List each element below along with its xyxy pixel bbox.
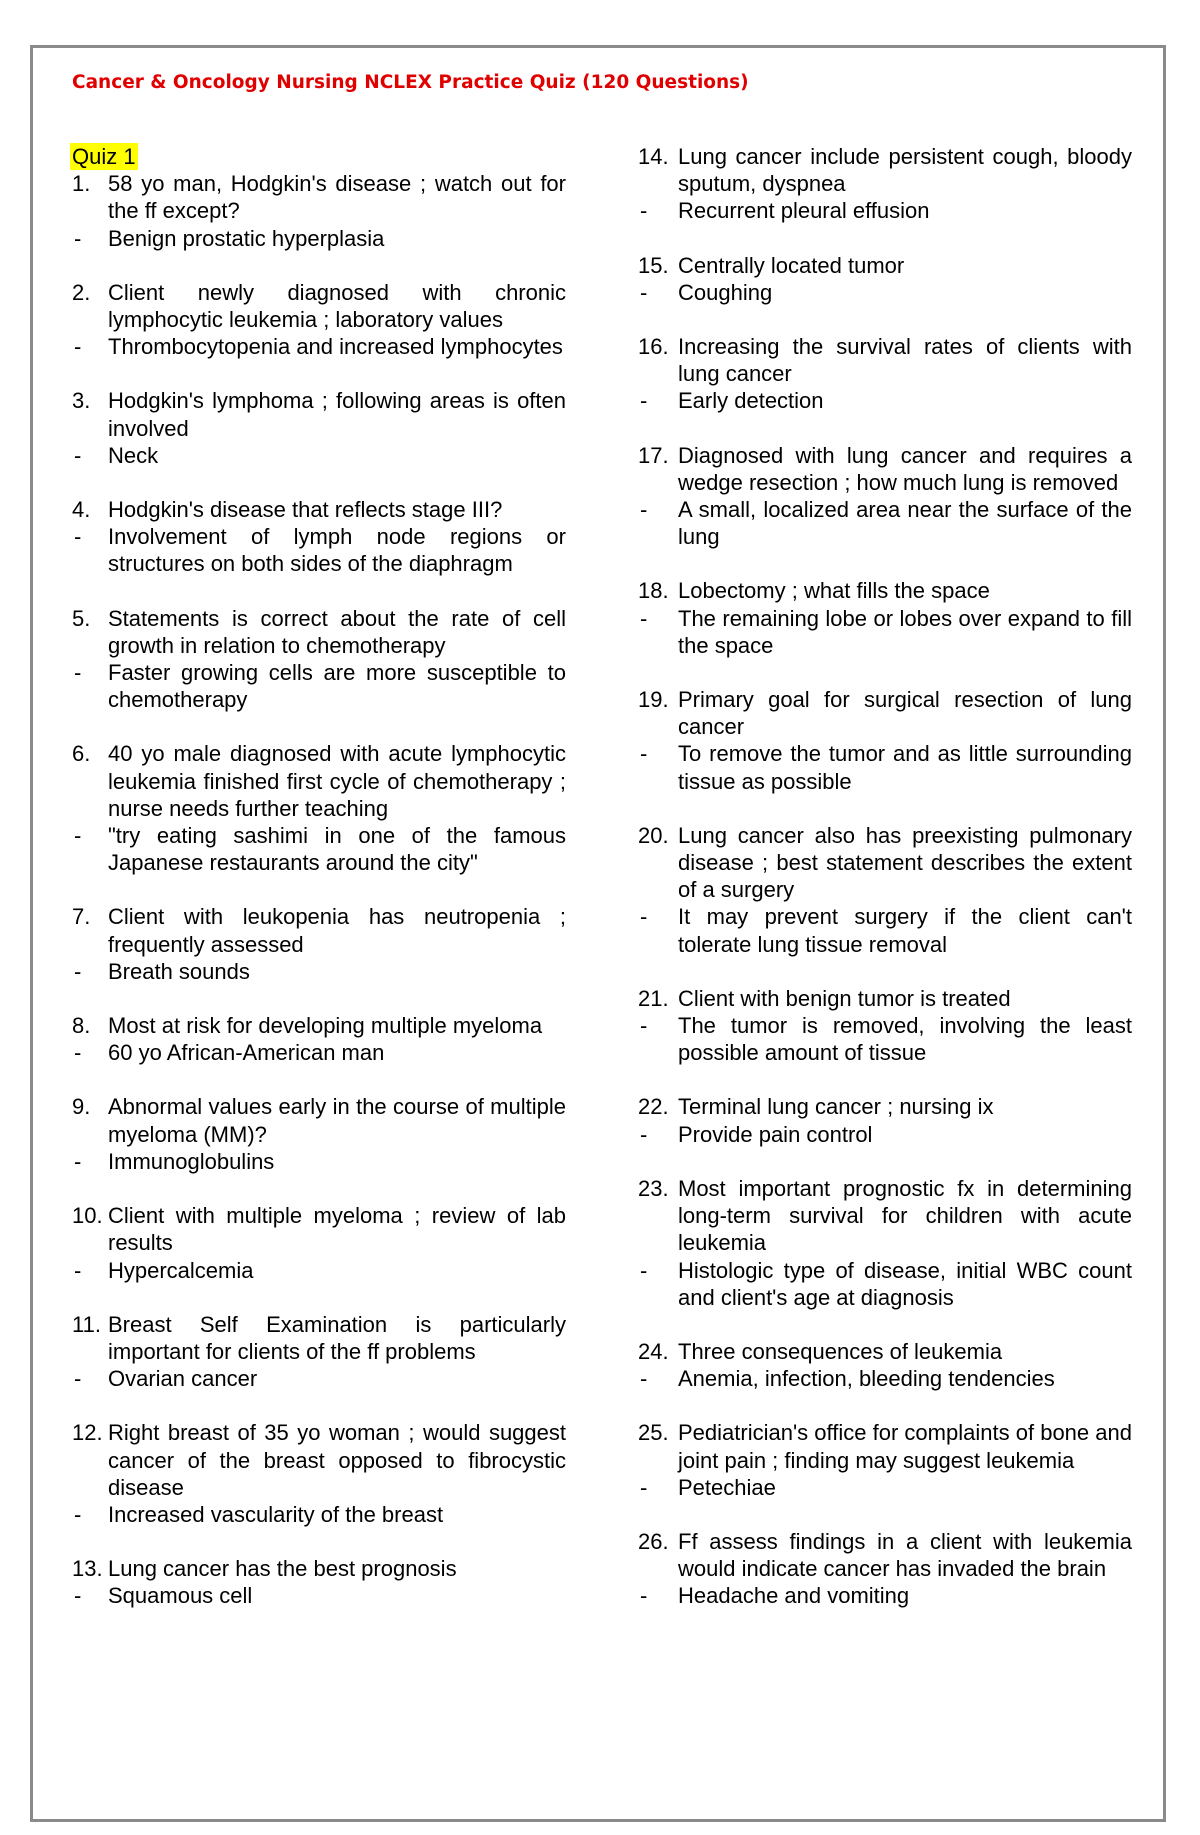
- question-number: 14.: [638, 144, 669, 169]
- question-number: 16.: [638, 334, 669, 360]
- answer-text: Benign prostatic hyperplasia: [108, 225, 385, 251]
- question-number: 8.: [72, 1013, 91, 1039]
- question: [638, 333, 1132, 387]
- answer-bullet: -: [74, 1366, 82, 1392]
- question-item: [72, 1555, 566, 1609]
- answer: [72, 442, 566, 469]
- answer: [638, 1121, 1132, 1148]
- answer: [638, 279, 1132, 306]
- answer: [638, 496, 1132, 550]
- answer-bullet: -: [640, 1257, 648, 1283]
- question-number: 21.: [638, 985, 669, 1011]
- question-text: Client with benign tumor is treated: [678, 985, 1011, 1011]
- question: [72, 1311, 566, 1365]
- question-item: [72, 605, 566, 714]
- answer-bullet: -: [74, 442, 82, 468]
- answer-bullet: -: [640, 198, 648, 224]
- question: [638, 1419, 1132, 1473]
- answer: [72, 523, 566, 577]
- answer-text: The tumor is removed, involving the least possible amount of tissue: [678, 1013, 1132, 1066]
- question-number: 22.: [638, 1094, 669, 1120]
- question: [72, 903, 566, 957]
- question-text: Pediatrician's office for complaints of bone and joint pain ; finding may suggest leukemia: [678, 1420, 1132, 1473]
- question-number: 9.: [72, 1094, 91, 1120]
- answer-text: Thrombocytopenia and increased lymphocytes: [108, 334, 563, 360]
- answer-text: To remove the tumor and as little surrounding tissue as possible: [678, 741, 1132, 794]
- answer-text: Squamous cell: [108, 1583, 253, 1609]
- question: [72, 170, 566, 224]
- question-text: Hodgkin's lymphoma ; following areas is often involved: [108, 388, 566, 441]
- question: [72, 1012, 566, 1039]
- question-number: 15.: [638, 252, 669, 278]
- answer-bullet: -: [74, 823, 82, 849]
- answer-bullet: -: [74, 1501, 82, 1527]
- question: [72, 1202, 566, 1256]
- answer-bullet: -: [640, 605, 648, 631]
- answer-bullet: -: [640, 1474, 648, 1500]
- question-text: Breast Self Examination is particularly important for clients of the ff problems: [108, 1311, 566, 1364]
- question-item: [72, 387, 566, 469]
- answer-bullet: -: [640, 1013, 648, 1039]
- question-text: Most important prognostic fx in determining long-term survival for children with acute leukemia: [678, 1175, 1132, 1256]
- answer-bullet: -: [74, 958, 82, 984]
- question-text: Abnormal values early in the course of multiple myeloma (MM)?: [108, 1094, 566, 1147]
- question-item: [72, 496, 566, 578]
- question-text: Diagnosed with lung cancer and requires a wedge resection ; how much lung is removed: [678, 442, 1132, 495]
- answer: [72, 1148, 566, 1175]
- answer: [72, 225, 566, 252]
- answer: [72, 333, 566, 360]
- question-item: [72, 903, 566, 985]
- question-item: [638, 985, 1132, 1067]
- question-number: 17.: [638, 442, 669, 468]
- answer-text: Histologic type of disease, initial WBC count and client's age at diagnosis: [678, 1257, 1132, 1310]
- answer-bullet: -: [640, 279, 648, 305]
- answer: [638, 1365, 1132, 1392]
- question: [72, 387, 566, 441]
- question-text: Right breast of 35 yo woman ; would suggest cancer of the breast opposed to fibrocystic disease: [108, 1420, 566, 1500]
- question: [72, 605, 566, 659]
- answer-text: 60 yo African-American man: [108, 1040, 385, 1066]
- answer-bullet: -: [74, 524, 82, 550]
- answer-bullet: -: [74, 1040, 82, 1066]
- answer-text: Early detection: [678, 388, 824, 414]
- answer-text: Increased vascularity of the breast: [108, 1501, 444, 1527]
- question-number: 10.: [72, 1203, 103, 1229]
- answer-bullet: -: [74, 1148, 82, 1174]
- answer-text: Coughing: [678, 279, 773, 305]
- question-text: Lung cancer has the best prognosis: [108, 1556, 457, 1582]
- question: [72, 496, 566, 523]
- answer-text: Breath sounds: [108, 958, 250, 984]
- question-number: 3.: [72, 388, 91, 414]
- question-text: Lobectomy ; what fills the space: [678, 578, 990, 604]
- question: [638, 822, 1132, 904]
- question-item: [638, 442, 1132, 551]
- question-text: Ff assess findings in a client with leukemia would indicate cancer has invaded the brain: [678, 1528, 1132, 1582]
- question-item: [72, 1311, 566, 1393]
- answer: [638, 605, 1132, 659]
- question-item: [638, 686, 1132, 795]
- question: [638, 1093, 1132, 1120]
- left-question-list: [72, 170, 566, 1609]
- question-item: [72, 1093, 566, 1175]
- answer: [72, 958, 566, 985]
- answer-text: Immunoglobulins: [108, 1148, 275, 1174]
- answer: [72, 1257, 566, 1284]
- question-item: [638, 822, 1132, 958]
- question-text: 58 yo man, Hodgkin's disease ; watch out for the ff except?: [108, 171, 566, 224]
- answer: [638, 1257, 1132, 1311]
- answer-text: A small, localized area near the surface of the lung: [678, 497, 1132, 550]
- question-text: Primary goal for surgical resection of lung cancer: [678, 687, 1132, 740]
- answer: [72, 659, 566, 713]
- question-text: Most at risk for developing multiple myeloma: [108, 1013, 543, 1039]
- answer-text: The remaining lobe or lobes over expand to fill the space: [678, 605, 1132, 658]
- question-text: Terminal lung cancer ; nursing ix: [678, 1094, 994, 1120]
- question: [638, 1338, 1132, 1365]
- question-number: 13.: [72, 1556, 103, 1582]
- question-item: [638, 577, 1132, 659]
- question-number: 4.: [72, 497, 91, 523]
- left-column: [72, 143, 566, 1637]
- question-number: 18.: [638, 578, 669, 604]
- answer: [638, 903, 1132, 957]
- answer: [638, 1582, 1132, 1609]
- question-item: [72, 1202, 566, 1284]
- answer-bullet: -: [74, 334, 82, 360]
- question: [72, 1419, 566, 1501]
- question-text: Client with leukopenia has neutropenia ; frequently assessed: [108, 904, 566, 957]
- question-text: Increasing the survival rates of clients with lung cancer: [678, 334, 1132, 387]
- question-item: [638, 1093, 1132, 1147]
- question-text: Client with multiple myeloma ; review of lab results: [108, 1203, 566, 1256]
- answer: [72, 1039, 566, 1066]
- question-item: [638, 1175, 1132, 1311]
- answer-text: Neck: [108, 442, 159, 468]
- question-text: Lung cancer also has preexisting pulmonary disease ; best statement describes the extent of a surgery: [678, 822, 1132, 903]
- answer: [638, 740, 1132, 794]
- question-text: Centrally located tumor: [678, 252, 905, 278]
- question: [638, 577, 1132, 604]
- question-item: [72, 1419, 566, 1528]
- question-number: 7.: [72, 904, 91, 930]
- question-text: Statements is correct about the rate of cell growth in relation to chemotherapy: [108, 605, 566, 658]
- answer-text: "try eating sashimi in one of the famous Japanese restaurants around the city": [108, 823, 566, 876]
- answer-text: Hypercalcemia: [108, 1257, 254, 1283]
- quiz-label: Quiz 1: [72, 144, 136, 169]
- answer-bullet: -: [640, 741, 648, 767]
- answer-bullet: -: [640, 904, 648, 930]
- question-number: 12.: [72, 1420, 103, 1446]
- answer-text: Ovarian cancer: [108, 1366, 258, 1392]
- question-text: Lung cancer include persistent cough, bloody sputum, dyspnea: [678, 144, 1132, 197]
- question-number: 6.: [72, 741, 91, 767]
- question-item: [72, 170, 566, 252]
- question-number: 2.: [72, 279, 91, 305]
- answer-bullet: -: [640, 388, 648, 414]
- answer-bullet: -: [640, 1583, 648, 1609]
- question-number: 25.: [638, 1420, 669, 1446]
- document-title: Cancer & Oncology Nursing NCLEX Practice Quiz (120 Questions): [72, 72, 749, 93]
- answer: [72, 822, 566, 876]
- question-number: 5.: [72, 605, 91, 631]
- question: [638, 252, 1132, 279]
- question-item: [72, 1012, 566, 1066]
- answer-text: Provide pain control: [678, 1121, 873, 1147]
- question-text: 40 yo male diagnosed with acute lymphocytic leukemia finished first cycle of chemotherapy ; nurse needs further teaching: [108, 741, 566, 821]
- question: [638, 985, 1132, 1012]
- answer: [638, 197, 1132, 224]
- question: [72, 1093, 566, 1147]
- question: [72, 279, 566, 333]
- question-item: [638, 1528, 1132, 1610]
- right-column: [638, 143, 1132, 1637]
- answer-bullet: -: [74, 1257, 82, 1283]
- question-item: [72, 279, 566, 361]
- question: [638, 1528, 1132, 1582]
- answer-bullet: -: [74, 1583, 82, 1609]
- answer-text: Anemia, infection, bleeding tendencies: [678, 1366, 1055, 1392]
- answer-text: Involvement of lymph node regions or structures on both sides of the diaphragm: [108, 524, 566, 577]
- answer-bullet: -: [640, 1121, 648, 1147]
- question: [638, 143, 1132, 197]
- answer-bullet: -: [74, 660, 82, 686]
- question-number: 23.: [638, 1175, 669, 1201]
- question-number: 24.: [638, 1338, 669, 1364]
- answer-bullet: -: [640, 497, 648, 523]
- question-number: 20.: [638, 822, 669, 848]
- right-question-list: [638, 143, 1132, 1610]
- answer: [638, 1474, 1132, 1501]
- answer: [638, 1012, 1132, 1066]
- answer-text: Petechiae: [678, 1474, 776, 1500]
- answer: [72, 1582, 566, 1609]
- answer-text: Recurrent pleural effusion: [678, 198, 930, 224]
- question: [638, 442, 1132, 496]
- question-text: Hodgkin's disease that reflects stage III?: [108, 497, 503, 523]
- answer-text: It may prevent surgery if the client can't tolerate lung tissue removal: [678, 904, 1132, 957]
- question: [72, 740, 566, 822]
- question-number: 26.: [638, 1528, 669, 1554]
- question-number: 19.: [638, 687, 669, 713]
- answer-text: Faster growing cells are more susceptible to chemotherapy: [108, 660, 566, 713]
- question-item: [638, 252, 1132, 306]
- question-item: [638, 1419, 1132, 1501]
- question-item: [638, 143, 1132, 225]
- answer: [72, 1501, 566, 1528]
- answer-bullet: -: [74, 225, 82, 251]
- question-number: 11.: [72, 1311, 101, 1337]
- question-item: [638, 333, 1132, 415]
- question-number: 1.: [72, 171, 91, 197]
- question-text: Client newly diagnosed with chronic lymphocytic leukemia ; laboratory values: [108, 279, 566, 333]
- question-text: Three consequences of leukemia: [678, 1338, 1003, 1364]
- question-item: [638, 1338, 1132, 1392]
- answer: [638, 387, 1132, 414]
- question-item: [72, 740, 566, 876]
- answer-text: Headache and vomiting: [678, 1583, 910, 1609]
- question: [638, 1175, 1132, 1257]
- answer-bullet: -: [640, 1366, 648, 1392]
- question: [72, 1555, 566, 1582]
- quiz-heading: [72, 143, 566, 170]
- question: [638, 686, 1132, 740]
- answer: [72, 1365, 566, 1392]
